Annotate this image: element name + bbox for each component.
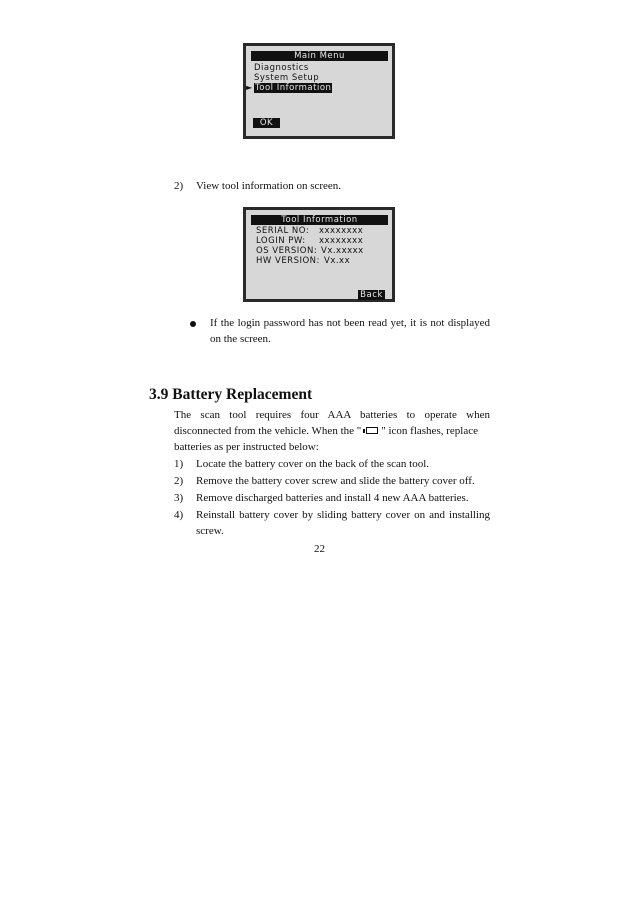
intro-line3: batteries as per instructed below: [174, 441, 319, 453]
main-menu-title: Main Menu [251, 51, 388, 61]
menu-item-system-setup[interactable]: System Setup [254, 73, 320, 83]
step3-number: 3) [174, 492, 184, 504]
battery-icon [363, 427, 379, 435]
triangle-right-icon: ► [246, 83, 253, 92]
intro-line2-b: " icon flashes, replace [381, 425, 478, 437]
hw-version-label: HW VERSION: [256, 256, 320, 266]
login-pw-label: LOGIN PW: [256, 236, 306, 246]
step3-text: Remove discharged batteries and install 4 new AAA batteries. [196, 492, 469, 504]
os-version-label: OS VERSION: [256, 246, 318, 256]
step4-text: Reinstall battery cover by sliding battery cover on and installing [196, 509, 490, 521]
step2b-text: Remove the battery cover screw and slide the battery cover off. [196, 475, 475, 487]
ok-button[interactable]: OK [253, 118, 280, 128]
step2b-number: 2) [174, 475, 184, 487]
step2-number: 2) [174, 180, 184, 192]
intro-line2 [174, 423, 490, 440]
note-line1: If the login password has not been read yet, it is not displayed [210, 317, 490, 329]
section-heading: 3.9 Battery Replacement [149, 386, 313, 403]
step1-text: Locate the battery cover on the back of the scan tool. [196, 458, 430, 470]
back-button[interactable]: Back [358, 290, 385, 300]
hw-version-value: Vx.xx [324, 256, 351, 266]
menu-item-tool-information[interactable] [254, 83, 332, 93]
bullet-icon [190, 321, 196, 327]
menu-item-diagnostics[interactable]: Diagnostics [254, 63, 309, 73]
step1-number: 1) [174, 458, 184, 470]
login-pw-value: xxxxxxxx [319, 236, 364, 246]
serial-no-label: SERIAL NO: [256, 226, 310, 236]
step4-text-cont: screw. [196, 525, 224, 537]
tool-information-screen [243, 207, 395, 302]
tool-information-title: Tool Information [251, 215, 388, 225]
main-menu-screen [243, 43, 395, 139]
page-number: 22 [314, 543, 325, 555]
serial-no-value: xxxxxxxx [319, 226, 364, 236]
menu-item-tool-information-label: Tool Information [255, 83, 332, 93]
intro-line1: The scan tool requires four AAA batteries to operate when [174, 409, 490, 421]
intro-line2-start [174, 423, 478, 440]
step2-text: View tool information on screen. [196, 180, 342, 192]
note-line2: on the screen. [210, 333, 271, 345]
os-version-value: Vx.xxxxx [321, 246, 364, 256]
intro-line2-a: disconnected from the vehicle. When the " [174, 425, 362, 437]
step4-number: 4) [174, 509, 184, 521]
